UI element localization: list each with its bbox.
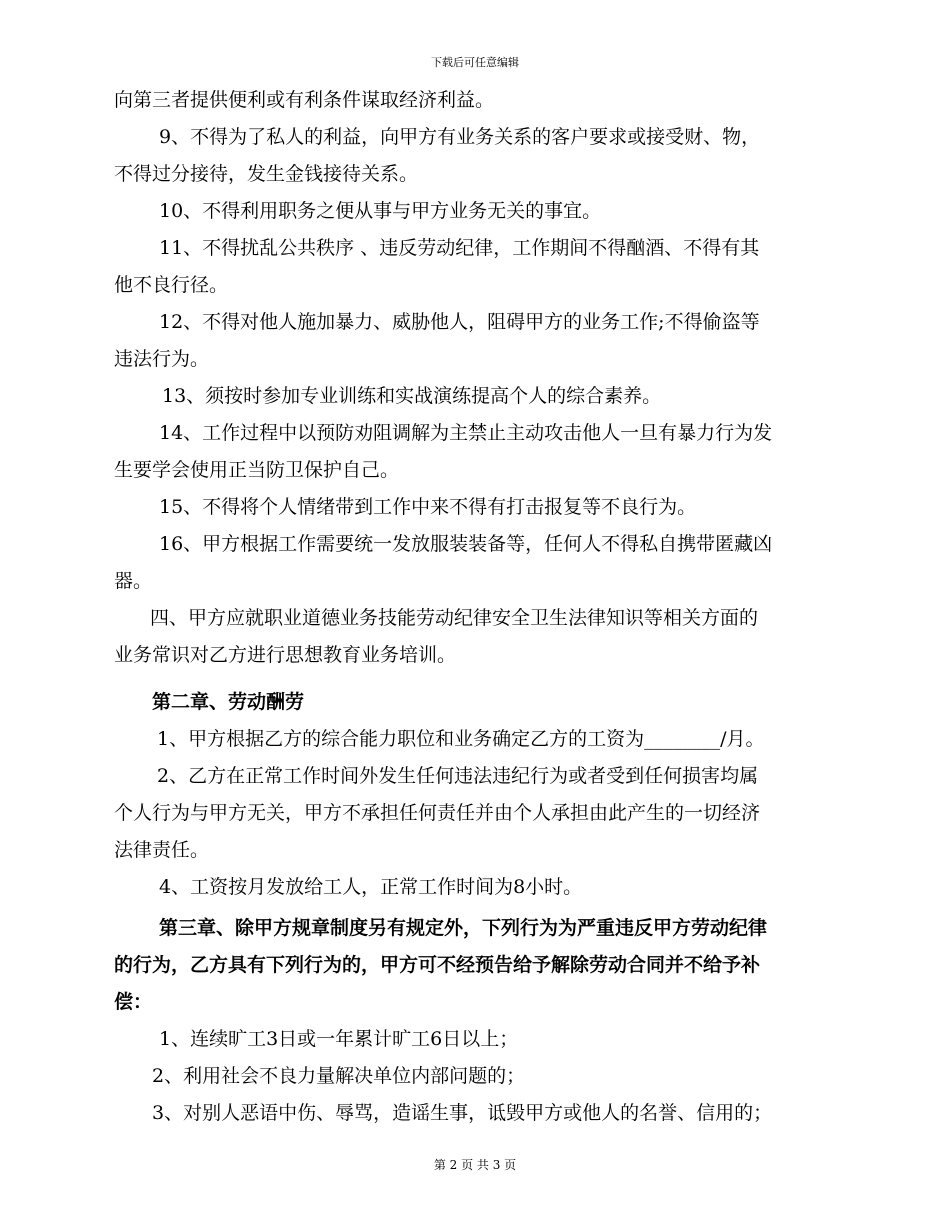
paragraph-line: 不得过分接待，发生金钱接待关系。 bbox=[114, 163, 419, 185]
clause-13: 13、须按时参加专业训练和实战演练提高个人的综合素养。 bbox=[162, 385, 662, 407]
clause-12: 12、不得对他人施加暴力、威胁他人，阻碍甲方的业务工作;不得偷盗等 bbox=[159, 311, 760, 333]
violation-item-3: 3、对别人恶语中伤、辱骂，造谣生事，诋毁甲方或他人的名誉、信用的； bbox=[152, 1102, 773, 1124]
chapter-two-heading: 第二章、劳动酬劳 bbox=[152, 691, 305, 713]
wage-clause-4: 4、工资按月发放给工人，正常工作时间为8小时。 bbox=[159, 876, 583, 898]
paragraph-line: 生要学会使用正当防卫保护自己。 bbox=[114, 459, 400, 481]
section-four: 四、甲方应就职业道德业务技能劳动纪律安全卫生法律知识等相关方面的 bbox=[150, 607, 759, 629]
paragraph-line: 法律责任。 bbox=[114, 839, 210, 861]
paragraph-line: 业务常识对乙方进行思想教育业务培训。 bbox=[114, 644, 457, 666]
clause-15: 15、不得将个人情绪带到工作中来不得有打击报复等不良行为。 bbox=[159, 496, 697, 518]
page-header: 下载后可任意编辑 bbox=[431, 56, 519, 69]
paragraph-line: 向第三者提供便利或有利条件谋取经济利益。 bbox=[114, 89, 495, 111]
clause-14: 14、工作过程中以预防劝阻调解为主禁止主动攻击他人一旦有暴力行为发 bbox=[159, 422, 773, 444]
document-body bbox=[114, 82, 854, 1132]
wage-clause-1: 1、甲方根据乙方的综合能力职位和业务确定乙方的工资为________/月。 bbox=[157, 728, 765, 750]
paragraph-line: 他不良行径。 bbox=[114, 274, 229, 296]
paragraph-line: 违法行为。 bbox=[114, 348, 210, 370]
paragraph-line: 器。 bbox=[114, 570, 153, 592]
chapter-three-heading-cont: 的行为，乙方具有下列行为的，甲方可不经预告给予解除劳动合同并不给予补 bbox=[114, 954, 761, 976]
clause-11: 11、不得扰乱公共秩序 、违反劳动纪律，工作期间不得酗酒、不得有其 bbox=[159, 237, 760, 259]
violation-item-1: 1、连续旷工3日或一年累计旷工6日以上； bbox=[159, 1028, 519, 1050]
page-footer: 第 2 页 共 3 页 bbox=[433, 1158, 517, 1172]
paragraph-line: 个人行为与甲方无关，甲方不承担任何责任并由个人承担由此产生的一切经济 bbox=[114, 802, 761, 824]
clause-16: 16、甲方根据工作需要统一发放服装装备等，任何人不得私自携带匿藏凶 bbox=[159, 533, 773, 555]
chapter-three-heading-cont: 偿： bbox=[114, 991, 153, 1013]
violation-item-2: 2、利用社会不良力量解决单位内部问题的； bbox=[152, 1065, 526, 1087]
wage-clause-2: 2、乙方在正常工作时间外发生任何违法违纪行为或者受到任何损害均属 bbox=[157, 765, 759, 787]
clause-10: 10、不得利用职务之便从事与甲方业务无关的事宜。 bbox=[159, 200, 602, 222]
clause-9: 9、不得为了私人的利益，向甲方有业务关系的客户要求或接受财、物， bbox=[159, 126, 761, 148]
chapter-three-heading: 第三章、除甲方规章制度另有规定外，下列行为为严重违反甲方劳动纪律 bbox=[159, 917, 768, 939]
